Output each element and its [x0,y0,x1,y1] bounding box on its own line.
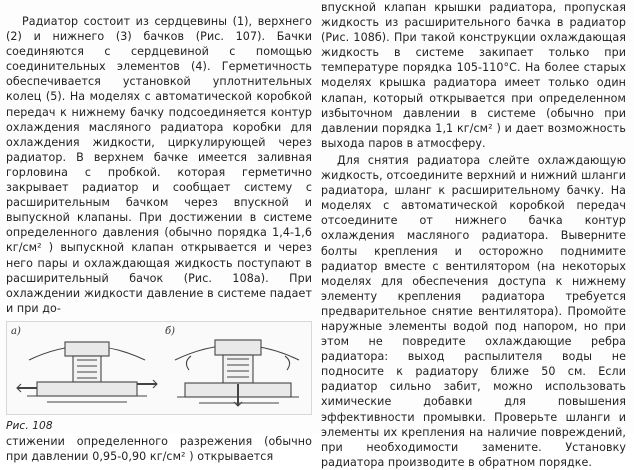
radiator-cap-illustration [7,322,311,414]
figure-label-b: б) [165,325,176,337]
left-paragraph-1: Радиатор состоит из сердцевины (1), верхнего (2) и нижнего (3) бачков (Рис. 107). Бачки соединяются с сердцевиной с помощью соединительных элементов (4). Герметичность обеспечивается установкой уплотнительных колец (5). На моделях с автоматической коробкой передач к нижнему бачку подсоединяется контур охлаждения масляного радиатора коробки для охлаждения жидкости, циркулирующей через радиатор. В верхнем бачке имеется заливная горловина с пробкой. которая герметично закрывает радиатор и сообщает систему с расширительным бачком через впускной и выпускной клапаны. При достижении в системе определенного давления (обычно порядка 1,4-1,6 кг/см² ) выпускной клапан открывается и через него пары и охлаждающая жидкость поступают в расширительный бачок (Рис. 108а). При охлаждении жидкости давление в системе падает и при до- [6,15,312,315]
right-paragraph-1: впускной клапан крышки радиатора, пропуская жидкость из расширительного бачка в радиатор (Рис. 108б). При такой конструкции охлаждающая жидкость в системе закипает только при температуре порядка 105-110°С. На более старых моделях крышка радиатора имеет только один клапан, который открывается при определенном избыточном давлении в системе (обычно при давлении порядка 1,1 кг/см² ) и дает возможность выхода паров в атмосферу. [321,1,626,150]
radiator-cap-a-drawing [17,342,157,402]
left-paragraph-2: стижении определенного разрежения (обычно при давлении 0,95-0,90 кг/см² ) открывается [6,434,312,463]
right-column [321,0,626,470]
left-column [6,0,312,464]
radiator-cap-b-drawing [175,340,299,406]
figure-108 [6,321,312,415]
figure-caption: Рис. 108 [6,419,53,432]
right-paragraph-2: Для снятия радиатора слейте охлаждающую жидкость, отсоедините верхний и нижний шланги радиатора, шланг к расширительному бачку. На моделях с автоматической коробкой передач отсоедините от нижнего бачка контур охлаждения масляного радиатора. Выверните болты крепления и осторожно поднимите радиатор вместе с вентилятором (на некоторых моделях для обеспечения доступа к нижнему элементу крепления радиатора требуется предварительное снятие вентилятора). Промойте наружные элементы водой под напором, но при этом не повредите охлаждающие ребра радиатора: выход распылителя воды не подносите к радиатору ближе 50 см. Если радиатор сильно забит, можно использовать химические добавки для повышения эффективности промывки. Проверьте шланги и элементы их крепления на наличие повреждений, при необходимости замените. Установку радиатора производите в обратном порядке. [321,153,626,469]
figure-label-a: а) [11,325,22,337]
